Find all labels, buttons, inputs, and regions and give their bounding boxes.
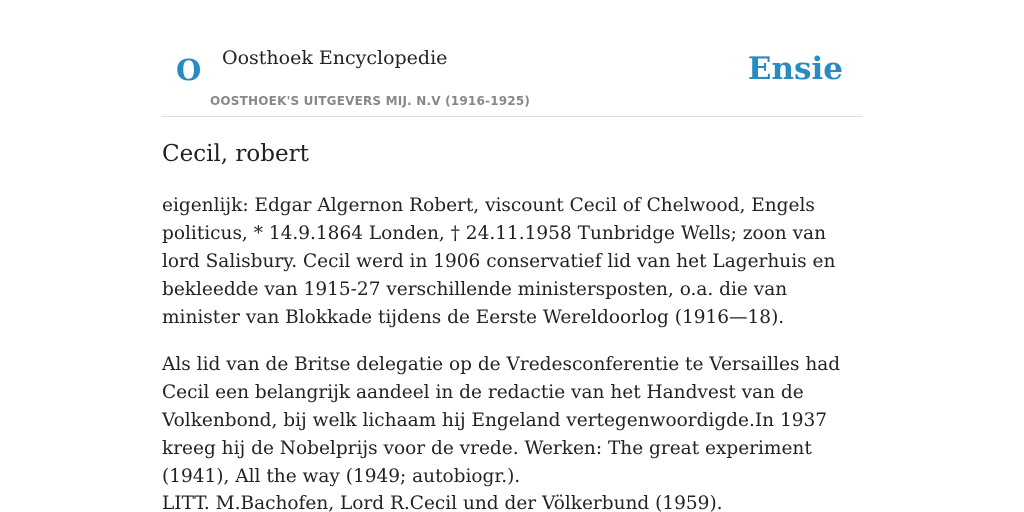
source-header	[162, 0, 862, 117]
entry-title: Cecil, robert	[162, 141, 309, 167]
article	[162, 0, 862, 512]
source-logo[interactable]: O	[176, 53, 202, 87]
ensie-brand-logo[interactable]: Ensie	[747, 51, 843, 87]
entry-paragraph-2: Als lid van de Britse delegatie op de Vredesconferentie te Versailles had Cecil een belangrijk aandeel in de redactie van het Handvest van de Volkenbond, bij welk lichaam hij Engeland vertegenwoordigde.In 1937 kreeg hij de Nobelprijs voor de vrede. Werken: The great experiment (1941), All the way (1949; autobiogr.).	[162, 354, 841, 487]
publisher-label: OOSTHOEK'S UITGEVERS MIJ. N.V (1916-1925)	[210, 94, 531, 108]
source-title-link[interactable]: Oosthoek Encyclopedie	[222, 47, 448, 69]
entry-literature: LITT. M.Bachofen, Lord R.Cecil und der Völkerbund (1959).	[162, 493, 723, 512]
entry-paragraph-1: eigenlijk: Edgar Algernon Robert, viscount Cecil of Chelwood, Engels politicus, * 14.9.1864 Londen, † 24.11.1958 Tunbridge Wells; zoon van lord Salisbury. Cecil werd in 1906 conservatief lid van het Lagerhuis en bekleedde van 1915-27 verschillende ministersposten, o.a. die van minister van Blokkade tijdens de Eerste Wereldoorlog (1916—18).	[162, 195, 836, 328]
